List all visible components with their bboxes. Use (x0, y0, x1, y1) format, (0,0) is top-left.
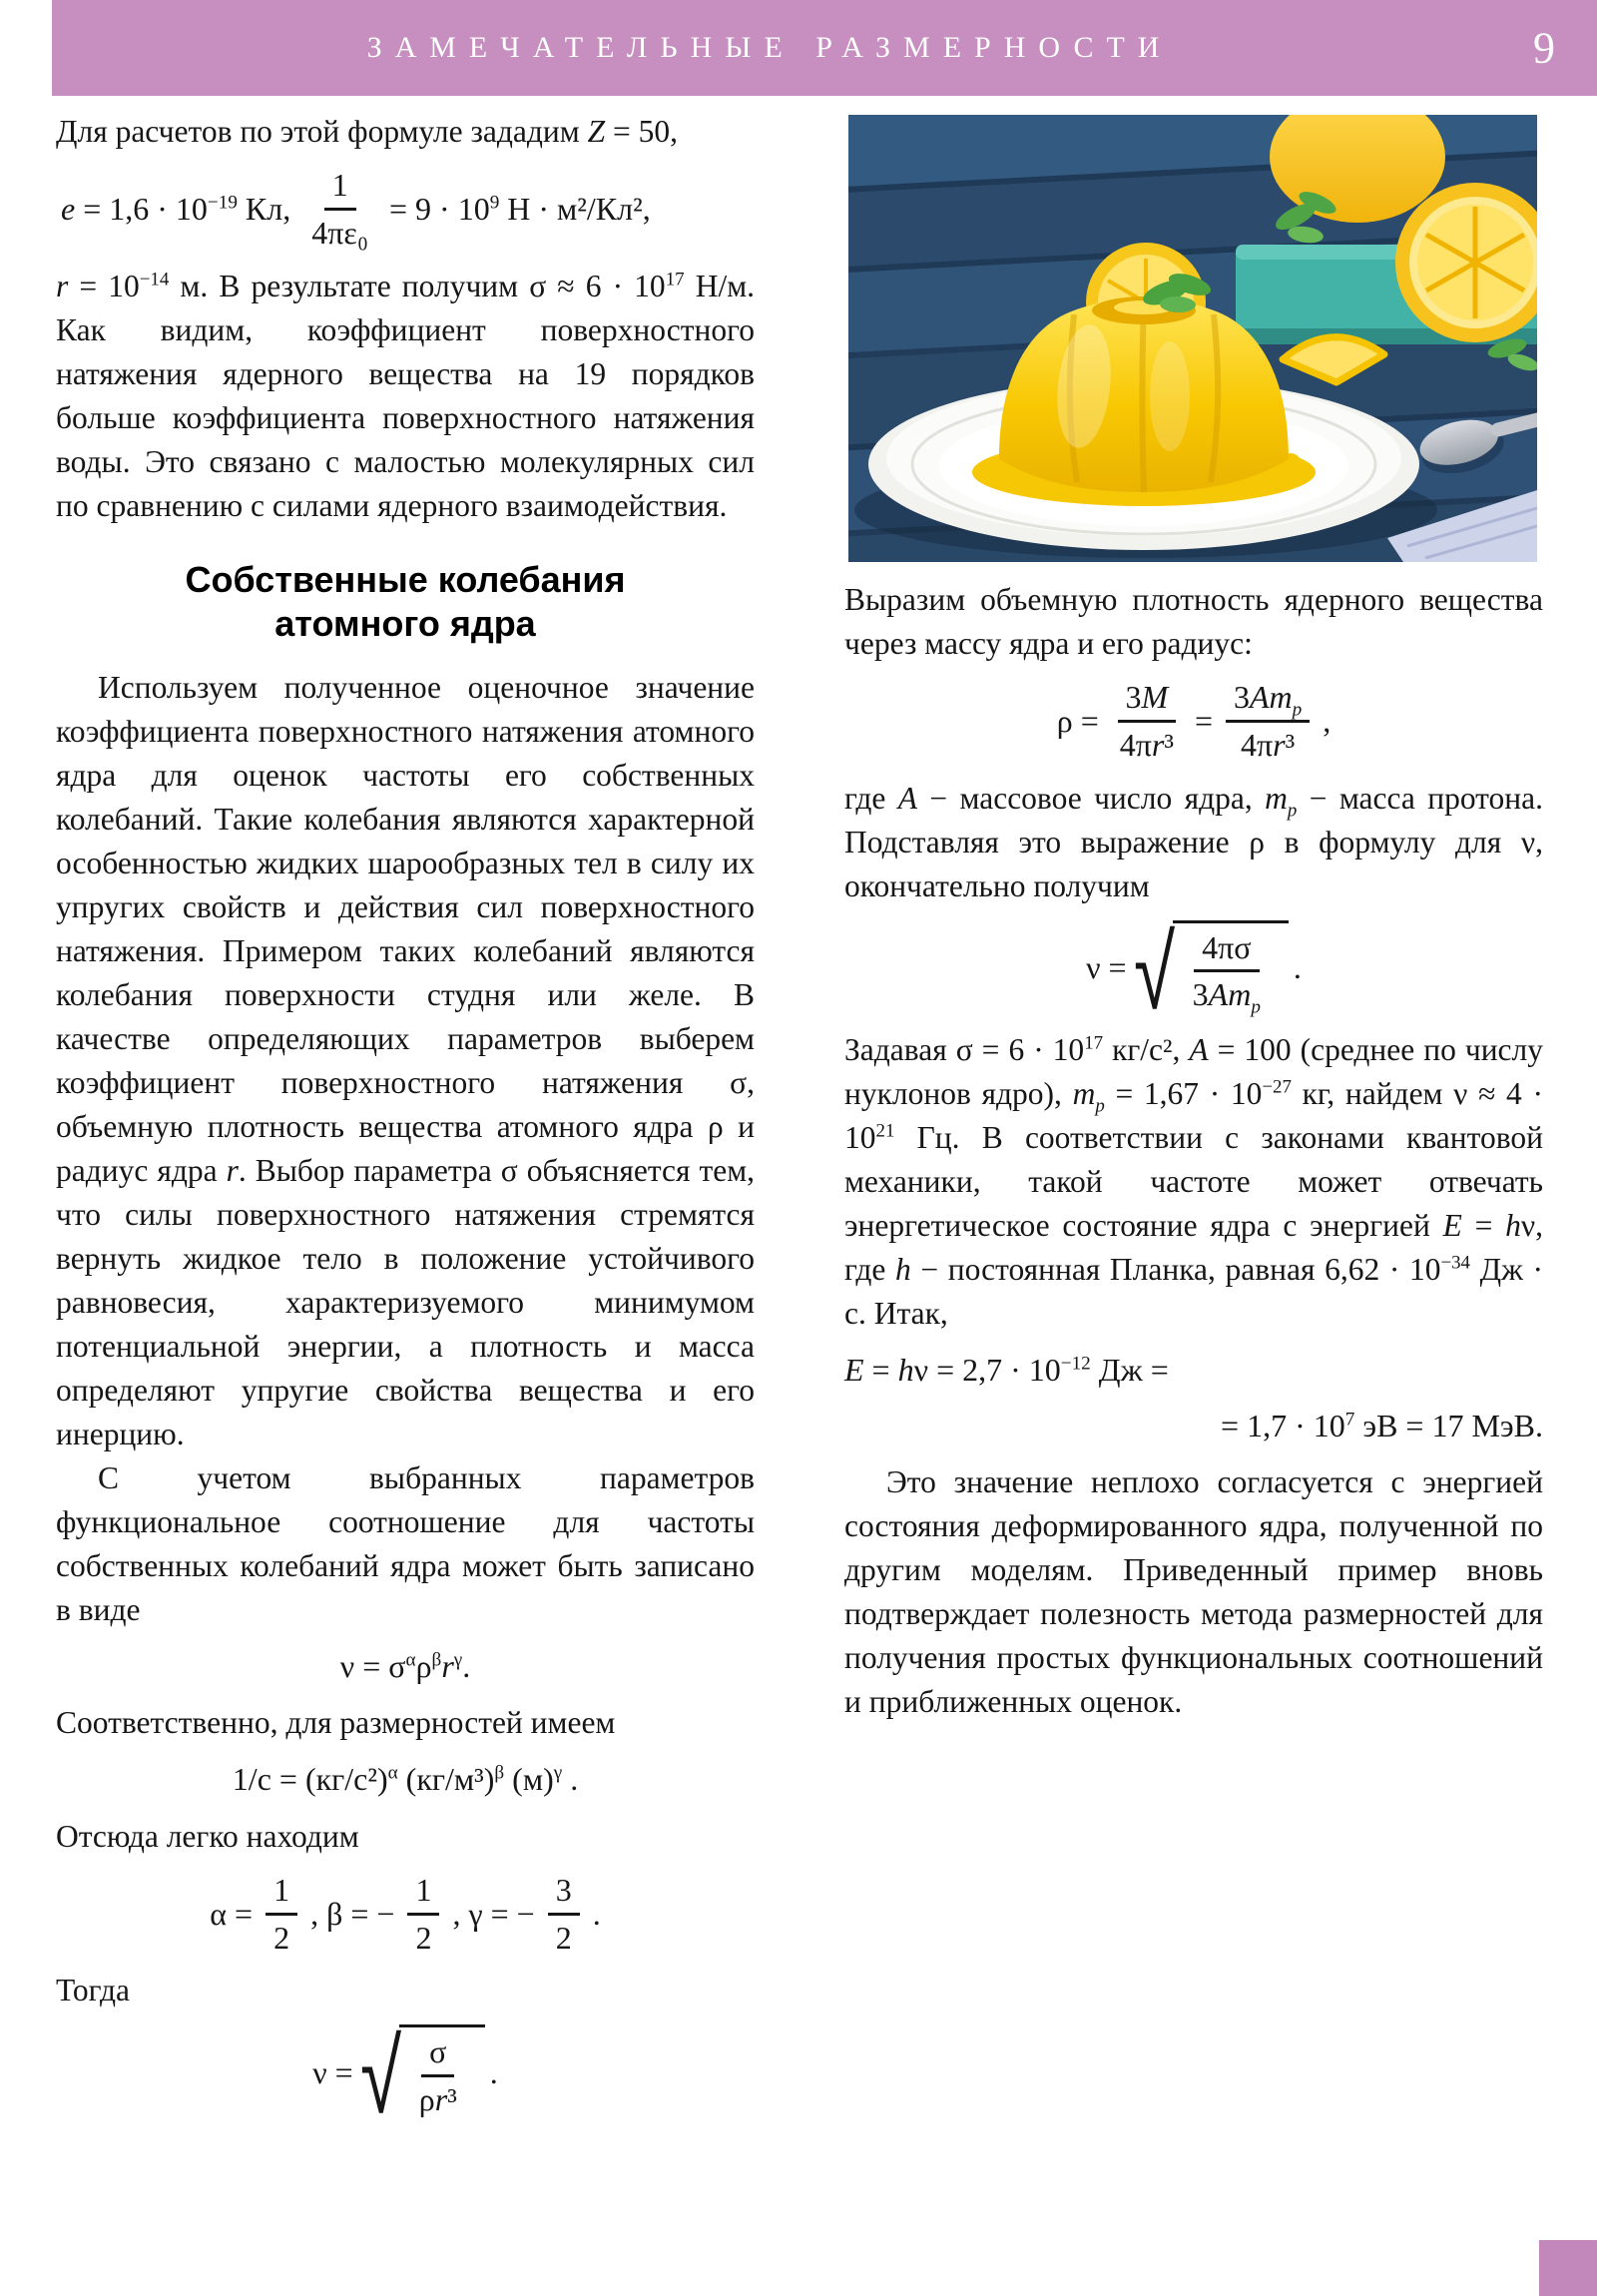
formula-nu-final: ν = √ $\frac{4\pi\sigma}{3Am_p}$ . (1086, 910, 1302, 1033)
paragraph-conclusion: Это значение неплохо согласуется с энергией состояния деформированного ядра, полученной по другим моделям. Приведенный пример вновь подтверждает полезность метода размерностей для получения простых функциональных соотношений и приближенных оценок. (844, 1464, 1543, 1720)
paragraph-then: Тогда (56, 1973, 130, 2009)
square-root: √ $\frac{4\pi\sigma}{3Am_p}$ (1132, 920, 1289, 1017)
paragraph-mass-number: где A − массовое число ядра, $m_p$ − масса протона. Подставляя это выражение ρ в формулу для ν, окончательно получим (844, 780, 1543, 903)
section-heading: Собственные колебания атомного ядра (185, 558, 626, 644)
paragraph-result: $r = 10^{-14}$ м. В результате получим $\sigma \approx 6 \cdot 10^{17}$ Н/м. Как видим, коэффициент поверхностного натяжения ядерного вещества на 19 порядков больше коэффициента поверхностного натяжения воды. Это связано с малостью молекулярных сил по сравнению с силами ядерного взаимодействия. (56, 268, 756, 523)
paragraph-intro: Для расчетов по этой формуле зададим Z = 50, (56, 114, 679, 149)
formula-nu-sqrt: ν = √ $\frac{\sigma}{\text{ρr³}}$ . (312, 2015, 498, 2138)
radical-sign: √ (1133, 910, 1175, 1033)
corner-decoration (1539, 2240, 1597, 2296)
formula-energy-line1: $E = h\nu = 2,7 \cdot 10^{-12}$ Дж = (844, 1352, 1169, 1389)
paragraph-oscillations: Используем полученное оценочное значение коэффициента поверхностного натяжения атомного ядра для оценок частоты его собственных колебаний. Такие колебания являются характерной особенностью жидких шарообразных тел в силу их упругих свойств и действия сил поверхностного натяжения. Примером таких колебаний являются колебания поверхности студня или желе. В качестве определяющих параметров выберем коэффициент поверхностного натяжения σ, объемную плотность вещества атомного ядра ρ и радиус ядра r. Выбор параметра σ объясняется тем, что силы поверхностного натяжения стремятся вернуть жидкое тело в положение устойчивого равновесия, характеризуемого минимумом потенциальной энергии, а плотность и масса определяют упругие свойства вещества и его инерцию. (56, 669, 756, 1451)
square-root: √ $\frac{\sigma}{\text{ρr³}}$ (358, 2024, 485, 2121)
formula-density: ρ = $\frac{3M}{\text{4πr³}}$ = $\frac{3Am_p}{\text{4πr³}}$ , (1056, 679, 1331, 763)
chapter-title: ЗАМЕЧАТЕЛЬНЫЕ РАЗМЕРНОСТИ (366, 31, 1173, 64)
formula-energy (844, 1350, 1543, 1446)
variable-Z: Z (587, 114, 606, 149)
formula-energy-line2: = $1,7 \cdot 10^7$ эВ = 17 МэВ. (1221, 1407, 1543, 1443)
jelly-photo (848, 115, 1537, 562)
radical-sign: √ (359, 2015, 401, 2138)
page-number: 9 (1533, 23, 1555, 73)
page-header (52, 0, 1597, 96)
fraction-coulomb: $\frac{1}{\text{4πε₀}}$ (311, 167, 368, 251)
formula-nu-powers: $\nu = \sigma^\alpha\rho^\beta r^\gamma$. (339, 1647, 471, 1684)
formula-constants: $e = 1,6 \cdot 10^{-19}$ Кл, $\frac{1}{\text{4πε₀}}$ = $9 \cdot 10^9$ Н · м²/Кл², (61, 167, 651, 251)
paragraph-density: Выразим объемную плотность ядерного вещества через массу ядра и его радиус: (844, 582, 1543, 661)
formula-exponents: α = $\frac{1}{2}$ , β = − $\frac{1}{2}$ , γ = − $\frac{3}{2}$ . (210, 1871, 601, 1956)
paragraph-find: Отсюда легко находим (56, 1818, 359, 1854)
paragraph-dimensions: Соответственно, для размерностей имеем (56, 1705, 616, 1741)
left-column (56, 110, 756, 2138)
formula-dimension-equation: $1/с = (кг/с^2)^\alpha$ $(кг/м^3)^\beta$ $(м)^\gamma$ . (232, 1761, 579, 1798)
right-column (844, 110, 1543, 1724)
paragraph-functional-relation: С учетом выбранных параметров функциональное соотношение для частоты собственных колебаний ядра может быть записано в виде (56, 1459, 755, 1627)
paragraph-numeric-estimate: Задавая $\sigma = 6 \cdot 10^{17}$ кг/с², A = 100 (среднее по числу нуклонов ядро), $m_p = 1,67 \cdot 10^{-27}$ кг, найдем $\nu \approx 4 \cdot 10^{21}$ Гц. В соответствии с законами квантовой механики, такой частоте может отвечать энергетическое состояние ядра с энергией E = hν, где h − постоянная Планка, равная $6,62 \cdot 10^{-34}$ Дж · с. Итак, (844, 1032, 1544, 1332)
